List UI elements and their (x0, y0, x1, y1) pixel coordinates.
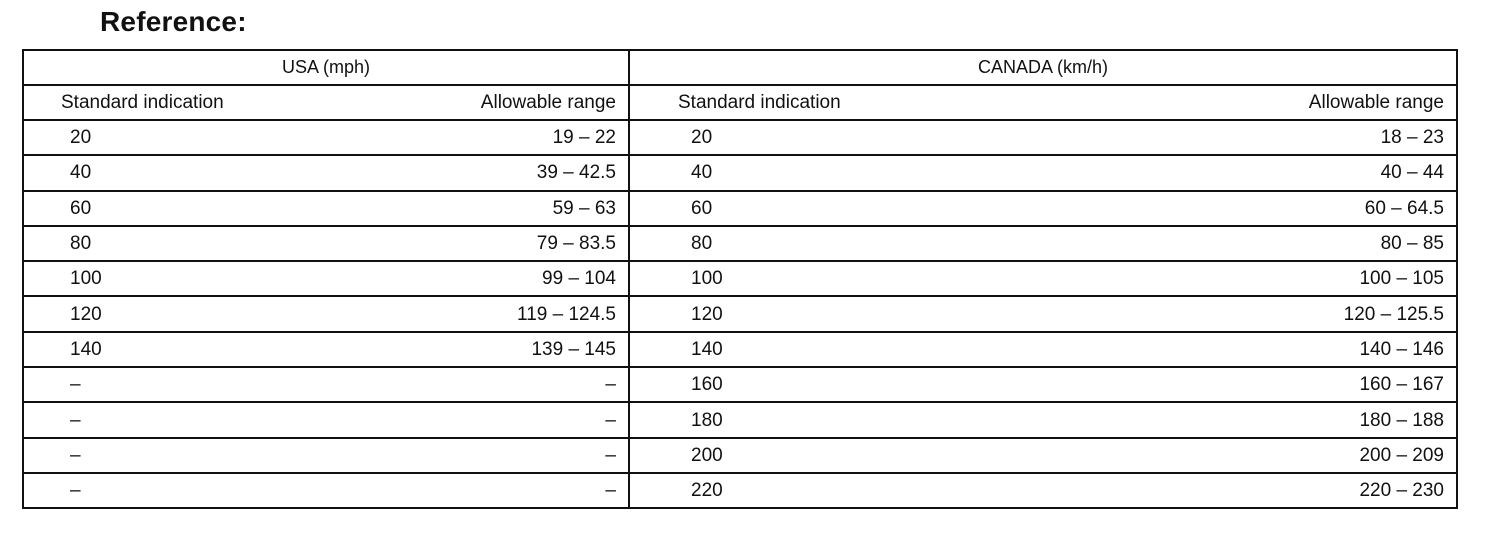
canada-standard-cell: 200 (629, 438, 939, 473)
table-row (23, 191, 1457, 226)
usa-standard-cell: 20 (23, 120, 325, 155)
canada-standard-cell: 60 (629, 191, 939, 226)
usa-range-cell: – (325, 438, 629, 473)
table-row (23, 296, 1457, 331)
canada-range-cell: 18 – 23 (939, 120, 1457, 155)
usa-standard-cell: 100 (23, 261, 325, 296)
usa-range-cell: – (325, 367, 629, 402)
canada-standard-cell: 120 (629, 296, 939, 331)
usa-range-cell: 19 – 22 (325, 120, 629, 155)
canada-standard-cell: 220 (629, 473, 939, 508)
canada-range-cell: 160 – 167 (939, 367, 1457, 402)
table-row (23, 473, 1457, 508)
usa-range-cell: – (325, 473, 629, 508)
canada-standard-cell: 180 (629, 402, 939, 437)
usa-range-cell: 39 – 42.5 (325, 155, 629, 190)
canada-range-cell: 40 – 44 (939, 155, 1457, 190)
usa-standard-cell: 80 (23, 226, 325, 261)
canada-range-cell: 60 – 64.5 (939, 191, 1457, 226)
canada-standard-cell: 80 (629, 226, 939, 261)
usa-standard-cell: 40 (23, 155, 325, 190)
canada-group-header: CANADA (km/h) (629, 50, 1457, 85)
usa-range-cell: 59 – 63 (325, 191, 629, 226)
column-header-row (23, 85, 1457, 120)
table-row (23, 402, 1457, 437)
table-row (23, 367, 1457, 402)
usa-standard-cell: 140 (23, 332, 325, 367)
canada-range-cell: 80 – 85 (939, 226, 1457, 261)
table-body (23, 120, 1457, 508)
usa-range-cell: – (325, 402, 629, 437)
usa-range-cell: 139 – 145 (325, 332, 629, 367)
usa-standard-cell: – (23, 438, 325, 473)
usa-standard-cell: – (23, 473, 325, 508)
canada-range-cell: 120 – 125.5 (939, 296, 1457, 331)
usa-range-cell: 79 – 83.5 (325, 226, 629, 261)
canada-range-cell: 180 – 188 (939, 402, 1457, 437)
usa-group-header: USA (mph) (23, 50, 629, 85)
table-row (23, 120, 1457, 155)
usa-range-cell: 99 – 104 (325, 261, 629, 296)
canada-standard-cell: 100 (629, 261, 939, 296)
table-row (23, 155, 1457, 190)
canada-range-header: Allowable range (939, 85, 1457, 120)
table-row (23, 332, 1457, 367)
speedometer-reference-table (22, 49, 1458, 509)
table-row (23, 261, 1457, 296)
usa-range-header: Allowable range (325, 85, 629, 120)
usa-standard-cell: – (23, 367, 325, 402)
canada-standard-cell: 140 (629, 332, 939, 367)
canada-standard-cell: 160 (629, 367, 939, 402)
usa-range-cell: 119 – 124.5 (325, 296, 629, 331)
usa-standard-cell: – (23, 402, 325, 437)
usa-standard-cell: 60 (23, 191, 325, 226)
usa-standard-header: Standard indication (23, 85, 325, 120)
canada-range-cell: 220 – 230 (939, 473, 1457, 508)
usa-standard-cell: 120 (23, 296, 325, 331)
table-row (23, 438, 1457, 473)
group-header-row (23, 50, 1457, 85)
canada-range-cell: 100 – 105 (939, 261, 1457, 296)
canada-range-cell: 140 – 146 (939, 332, 1457, 367)
canada-range-cell: 200 – 209 (939, 438, 1457, 473)
canada-standard-cell: 20 (629, 120, 939, 155)
canada-standard-header: Standard indication (629, 85, 939, 120)
canada-standard-cell: 40 (629, 155, 939, 190)
page-title: Reference: (100, 6, 247, 37)
table-row (23, 226, 1457, 261)
